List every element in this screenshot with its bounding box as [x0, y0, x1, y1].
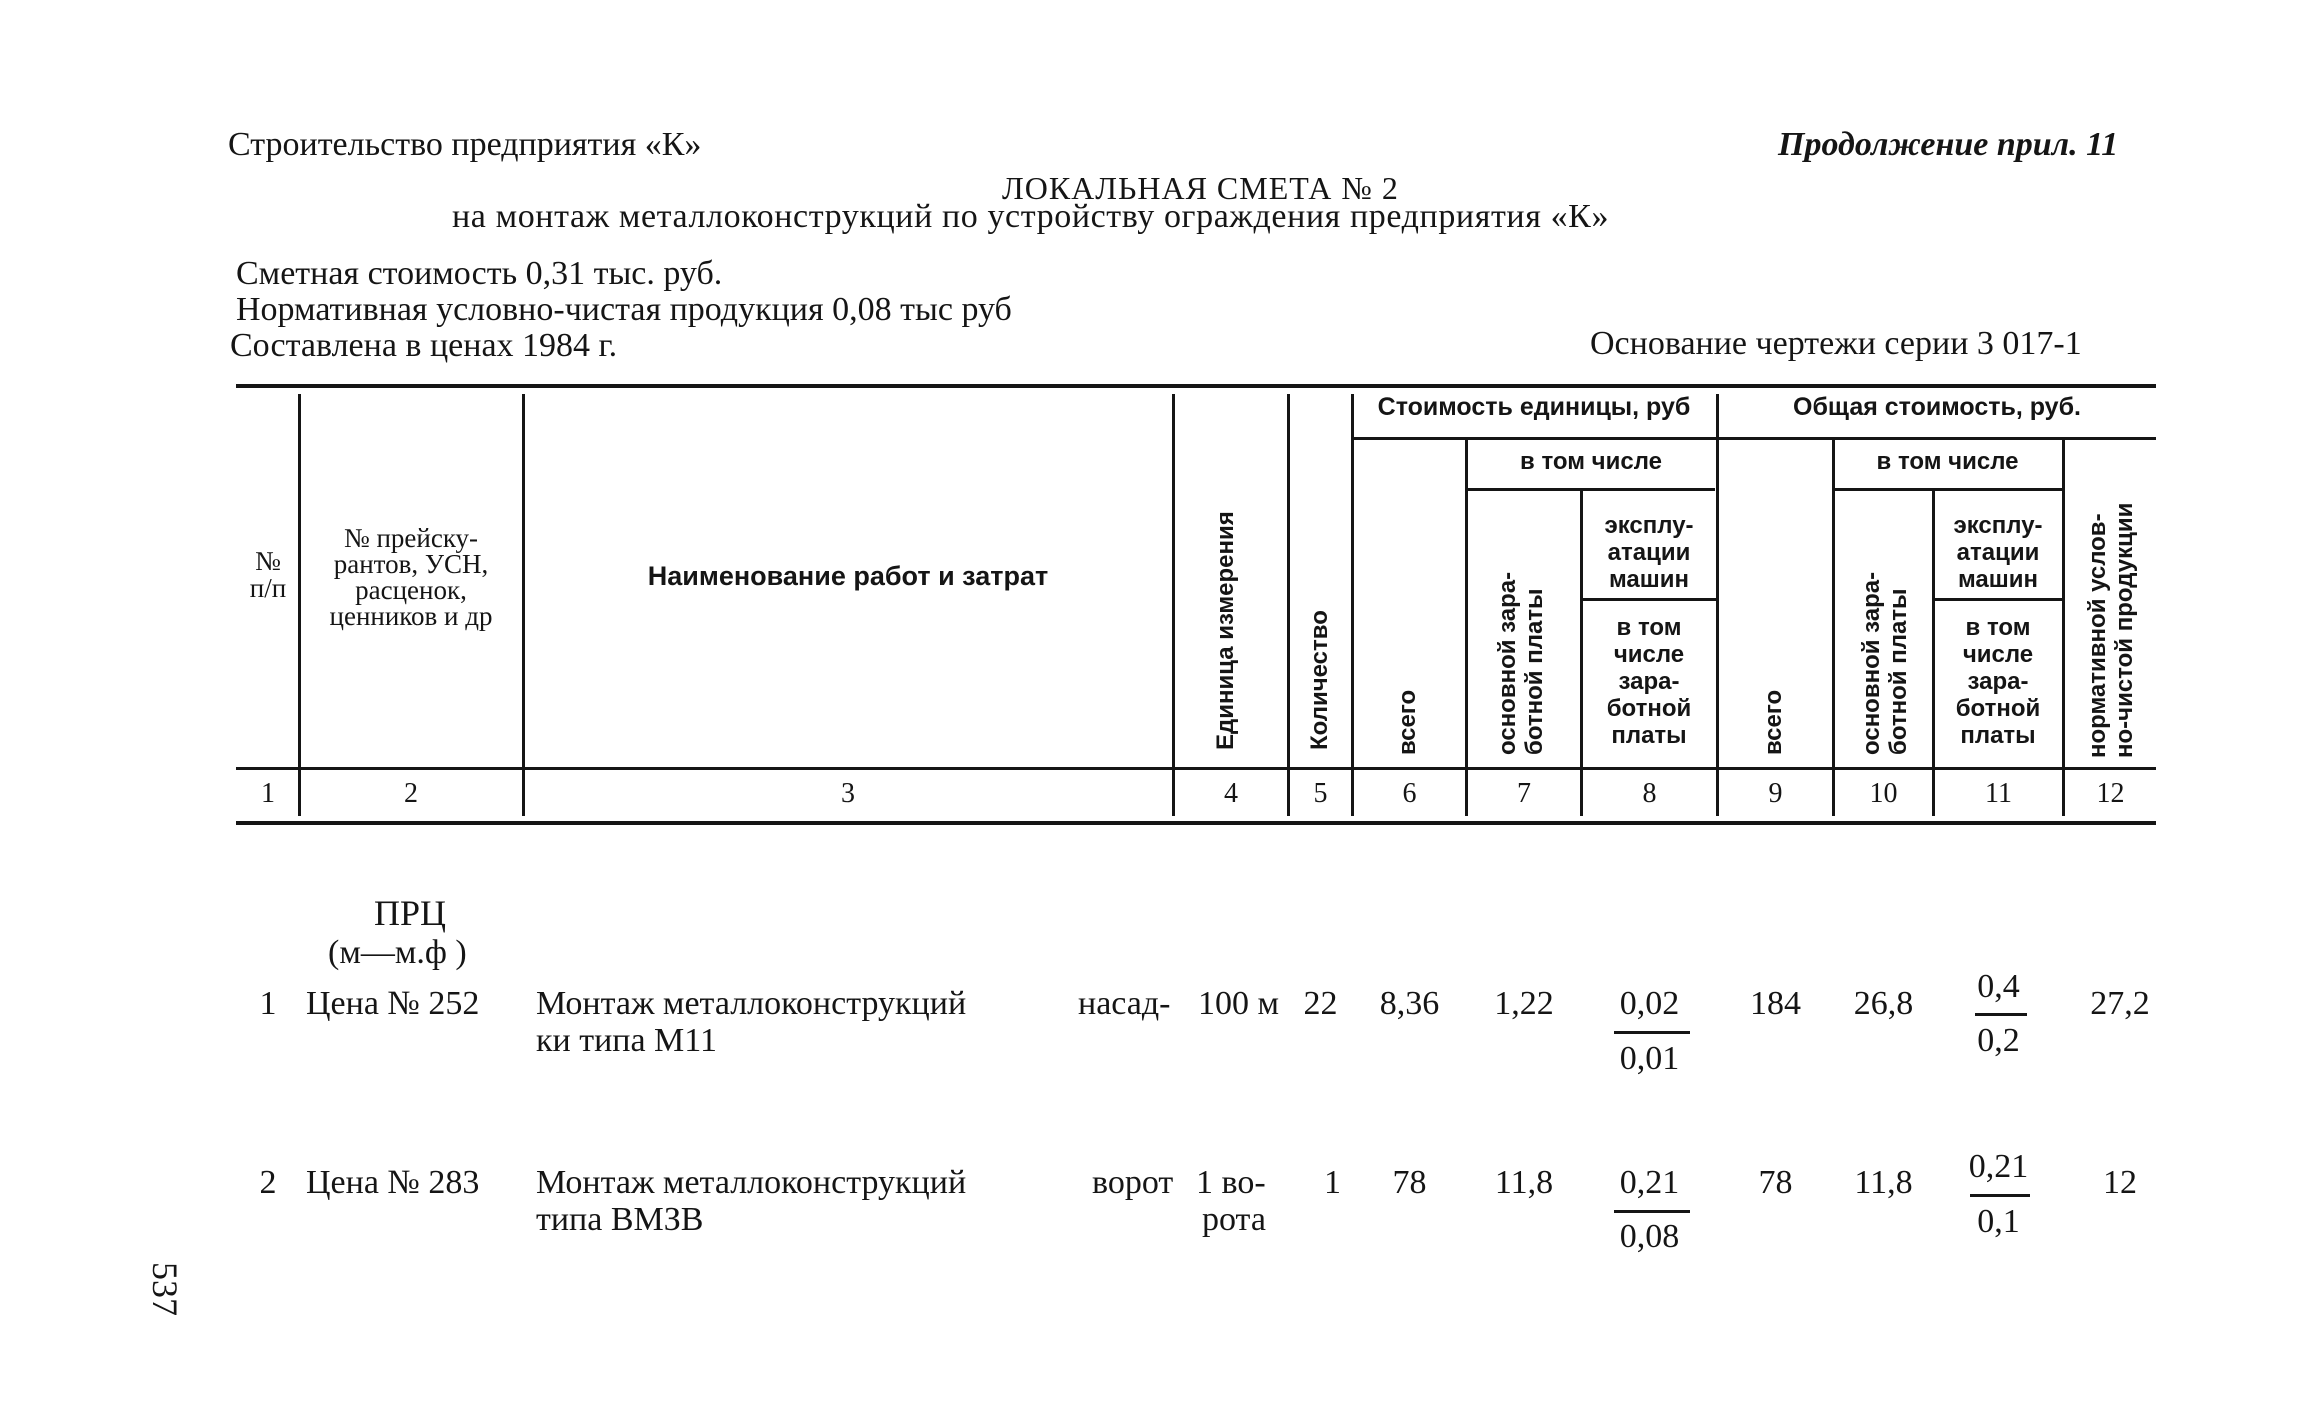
- col8-header-line1: эксплу-: [1604, 512, 1694, 539]
- col-number-6: 6: [1402, 778, 1417, 809]
- row-net-product: 27,2: [2090, 985, 2150, 1022]
- unit-cost-incl-header: в том числе: [1520, 448, 1662, 475]
- row-name-line2: типа ВМЗВ: [536, 1201, 704, 1238]
- row-price-code: Цена № 252: [306, 985, 480, 1022]
- row-unit-machine-wage: 0,08: [1619, 1218, 1680, 1255]
- total-cost-group-header: Общая стоимость, руб.: [1793, 393, 2081, 421]
- row-unit-machine: 0,02: [1619, 985, 1680, 1022]
- row-unit-line1: 100 м: [1198, 985, 1280, 1022]
- col11-header-line2: атации: [1956, 539, 2040, 566]
- row-name-line2: ки типа М11: [536, 1022, 718, 1059]
- col8-sub-header-line2: числе: [1613, 641, 1685, 668]
- col4-header: Единица измерения: [1212, 511, 1239, 750]
- col-number-4: 4: [1224, 778, 1238, 809]
- row-number: 2: [259, 1164, 277, 1201]
- col8-sub-header-line4: ботной: [1606, 695, 1692, 722]
- row-unit-total: 8,36: [1379, 985, 1440, 1022]
- col-number-5: 5: [1313, 778, 1328, 809]
- col11-sub-header-line1: в том: [1965, 614, 2031, 641]
- col12-header-line1: нормативной услов-: [2084, 513, 2111, 758]
- fraction-bar: [1614, 1031, 1690, 1034]
- row-unit-total: 78: [1392, 1164, 1427, 1201]
- row-name-line1: Монтаж металлоконструкций: [536, 985, 967, 1022]
- col12-header-line2: но-чистой продукции: [2111, 502, 2138, 758]
- top-right-caption: Продолжение прил. 11: [1778, 126, 2119, 163]
- row-quantity: 22: [1303, 985, 1338, 1022]
- col11-sub-header-line5: платы: [1960, 722, 2036, 749]
- row-unit-wage: 1,22: [1494, 985, 1554, 1022]
- total-cost-incl-header: в том числе: [1876, 448, 2019, 475]
- col-number-12: 12: [2096, 778, 2125, 809]
- row-quantity: 1: [1324, 1164, 1341, 1201]
- top-left-caption: Строительство предприятия «К»: [228, 126, 702, 163]
- row-total-machine-wage: 0,2: [1977, 1022, 2020, 1059]
- col-number-10: 10: [1869, 778, 1898, 809]
- col-number-8: 8: [1642, 778, 1657, 809]
- col-number-3: 3: [841, 778, 855, 809]
- row-number: 1: [259, 985, 277, 1022]
- col8-header-line2: атации: [1607, 539, 1691, 566]
- page-number: 537: [145, 1262, 185, 1316]
- col8-sub-header-line1: в том: [1616, 614, 1682, 641]
- col2-header-line3: расценок,: [355, 575, 467, 605]
- row-unit-machine: 0,21: [1619, 1164, 1680, 1201]
- col11-header-line1: эксплу-: [1953, 512, 2043, 539]
- row-total: 78: [1758, 1164, 1793, 1201]
- row-unit-line2: рота: [1202, 1201, 1266, 1238]
- col8-sub-header-line5: платы: [1611, 722, 1687, 749]
- row-unit-machine-wage: 0,01: [1619, 1040, 1680, 1077]
- col2-header-line4: ценников и др: [329, 601, 493, 631]
- col8-sub-header-line3: зара-: [1618, 668, 1680, 695]
- section-label: ПРЦ: [374, 893, 447, 933]
- row-name-right: насад-: [1078, 985, 1171, 1022]
- col11-header-line3: машин: [1957, 566, 2039, 593]
- estimated-cost: Сметная стоимость 0,31 тыс. руб.: [236, 255, 723, 292]
- col11-sub-header-line3: зара-: [1967, 668, 2029, 695]
- estimate-title: ЛОКАЛЬНАЯ СМЕТА № 2: [1002, 170, 1399, 206]
- normative-product: Нормативная условно-чистая продукция 0,08 тыс руб: [236, 291, 1012, 328]
- unit-cost-group-header: Стоимость единицы, руб: [1377, 393, 1691, 421]
- col2-header-line1: № прейску-: [343, 523, 479, 553]
- row-unit-wage: 11,8: [1494, 1164, 1554, 1201]
- col-number-11: 11: [1985, 778, 2012, 809]
- col10-header-line1: основной зара-: [1858, 571, 1885, 755]
- row-total-wage: 26,8: [1853, 985, 1914, 1022]
- col-number-1: 1: [261, 778, 275, 809]
- col7-header-line1: основной зара-: [1494, 571, 1521, 755]
- col2-header-line2: рантов, УСН,: [333, 549, 489, 579]
- fraction-bar: [1975, 1013, 2027, 1016]
- row-total-wage: 11,8: [1854, 1164, 1913, 1201]
- col6-header: всего: [1394, 689, 1421, 755]
- col9-header: всего: [1760, 689, 1787, 755]
- section-sub-label: (м—м.ф ): [328, 934, 467, 971]
- row-total: 184: [1750, 985, 1801, 1022]
- col1-header-line2: п/п: [249, 573, 287, 603]
- row-price-code: Цена № 283: [306, 1164, 480, 1201]
- col-number-2: 2: [404, 778, 418, 809]
- row-unit-line1: 1 во-: [1196, 1164, 1266, 1201]
- col3-header: Наименование работ и затрат: [647, 561, 1049, 591]
- drawing-basis: Основание чертежи серии 3 017-1: [1590, 325, 2082, 362]
- row-net-product: 12: [2103, 1164, 2137, 1201]
- col-number-7: 7: [1517, 778, 1531, 809]
- price-basis: Составлена в ценах 1984 г.: [230, 327, 618, 364]
- col1-header-line1: №: [255, 546, 281, 576]
- estimate-subtitle: на монтаж металлоконструкций по устройству ограждения предприятия «К»: [452, 198, 1610, 235]
- col7-header-line2: ботной платы: [1521, 588, 1548, 755]
- row-total-machine: 0,21: [1968, 1148, 2029, 1185]
- fraction-bar: [1970, 1194, 2030, 1197]
- row-total-machine-wage: 0,1: [1977, 1203, 2020, 1240]
- col11-sub-header-line2: числе: [1962, 641, 2034, 668]
- col10-header-line2: ботной платы: [1885, 588, 1912, 755]
- row-total-machine: 0,4: [1977, 968, 2020, 1005]
- row-name-line1: Монтаж металлоконструкций: [536, 1164, 967, 1201]
- col11-sub-header-line4: ботной: [1955, 695, 2041, 722]
- col5-header: Количество: [1306, 610, 1333, 750]
- fraction-bar: [1614, 1210, 1690, 1213]
- col-number-9: 9: [1768, 778, 1783, 809]
- col8-header-line3: машин: [1608, 566, 1690, 593]
- row-name-right: ворот: [1092, 1164, 1174, 1201]
